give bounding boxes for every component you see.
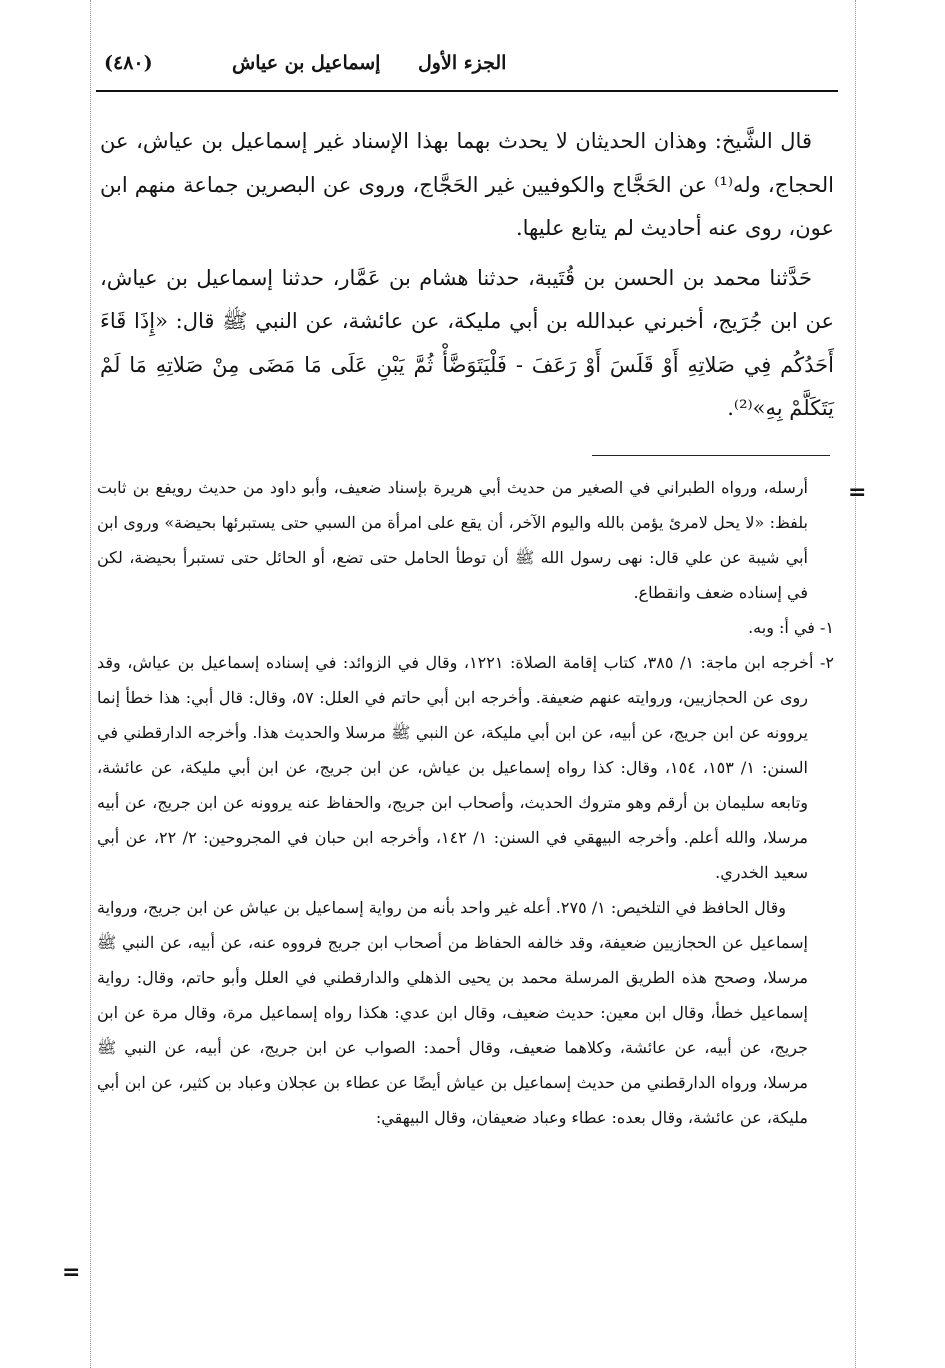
page-number: (٤٨٠) [104, 52, 153, 74]
paragraph: قال الشَّيخ: وهذان الحديثان لا يحدث بهما بهذا الإسناد غير إسماعيل بن عياش، عن الحجاج، وله⁽¹⁾ عن الحَجَّاج والكوفيين غير الحَجَّاج، وروى عن البصرين جماعة منهم ابن عون، روى عنه أحاديث لم يتابع عليها. [100, 129, 834, 240]
footnote-2-continuation: وقال الحافظ في التلخيص: ١/ ٢٧٥. أعله غير واحد بأنه من رواية إسماعيل بن عياش عن ابن جريج، ورواية إسماعيل عن الحجازيين ضعيفة، وقد خالفه الحفاظ من أصحاب ابن جريج فرووه عنه، عن أبيه، عن النبي ﷺ مرسلا، وصحح هذه الطريق المرسلة محمد بن يحيى الذهلي والدارقطني في العلل وأبو حاتم، وقال: رواية إسماعيل خطأ، وقال ابن معين: حديث ضعيف، وقال ابن عدي: هكذا رواه إسماعيل مرة، وقال مرة عن ابن جريج، عن أبيه، عن عائشة، وكلاهما ضعيف، وقال أحمد: الصواب عن ابن جريج، عن أبيه، عن النبي ﷺ مرسلا، ورواه الدارقطني من حديث إسماعيل بن عياش أيضًا عن عطاء بن عجلان وعباد بن كثير، عن ابن أبي مليكة، عن عائشة، وقال بعده: عطاء وعباد ضعيفان، وقال البيهقي: [97, 898, 808, 1127]
continuation-mark-bottom: = [62, 1260, 81, 1285]
margin-guide-right [855, 0, 856, 1368]
footnotes [97, 470, 834, 1135]
footnote-separator [592, 455, 830, 456]
running-header [96, 48, 838, 92]
continuation-mark-top: = [848, 480, 867, 505]
paragraph: حَدَّثنا محمد بن الحسن بن قُتَيبة، حدثنا هشام بن عَمَّار، حدثنا إسماعيل بن عياش، عن ابن جُرَيج، أخبرني عبدالله بن أبي مليكة، عن عائشة، عن النبي ﷺ قال: «إِذَا قَاءَ أَحَدُكُم فِي صَلاتِهِ أَوْ قَلَسَ أَوْ رَعَفَ - فَلْيَتَوَضَّأْ ثُمَّ يَبْنِ عَلَى مَا مَضَى مِنْ صَلاتِهِ مَا لَمْ يَتَكَلَّمْ بِهِ»⁽²⁾. [100, 265, 834, 420]
main-text [100, 120, 834, 437]
footnote-1: ١- في أ: وبه. [748, 618, 834, 637]
entry-name: إسماعيل بن عياش [232, 52, 381, 74]
volume-title: الجزء الأول [418, 52, 507, 74]
margin-guide-left [90, 0, 91, 1368]
footnote-2: ٢- أخرجه ابن ماجة: ١/ ٣٨٥، كتاب إقامة الصلاة: ١٢٢١، وقال في الزوائد: في إسناده إسماعيل بن عياش، وقد روى عن الحجازيين، وروايته عنهم ضعيفة. وأخرجه ابن أبي حاتم في العلل: ٥٧، وقال: قال أبي: هذا خطأ إنما يروونه عن ابن جريج، عن أبيه، عن ابن أبي مليكة، عن النبي ﷺ مرسلا والحديث هذا. وأخرجه الدارقطني في السنن: ١/ ١٥٣، ١٥٤، وقال: كذا رواه إسماعيل بن عياش، عن ابن جريج، عن ابن أبي مليكة، عن عائشة، وتابعه سليمان بن أرقم وهو متروك الحديث، وأصحاب ابن جريج، والحفاظ عنه يروونه عن ابن جريج، عن أبيه مرسلا، والله أعلم. وأخرجه البيهقي في السنن: ١/ ١٤٢، وأخرجه ابن حبان في المجروحين: ٢/ ٢٢، عن أبي سعيد الخدري. [97, 653, 835, 882]
footnote-carryover: أرسله، ورواه الطبراني في الصغير من حديث أبي هريرة بإسناد ضعيف، وأبو داود من حديث رويفع بن ثابت بلفظ: «لا يحل لامرئ يؤمن بالله واليوم الآخر، أن يقع على امرأة من السبي حتى يستبرئها بحيضة» وروى ابن أبي شيبة عن علي قال: نهى رسول الله ﷺ أن توطأ الحامل حتى تضع، أو الحائل حتى تستبرأ بحيضة، لكن في إسناده ضعف وانقطاع. [97, 478, 809, 602]
